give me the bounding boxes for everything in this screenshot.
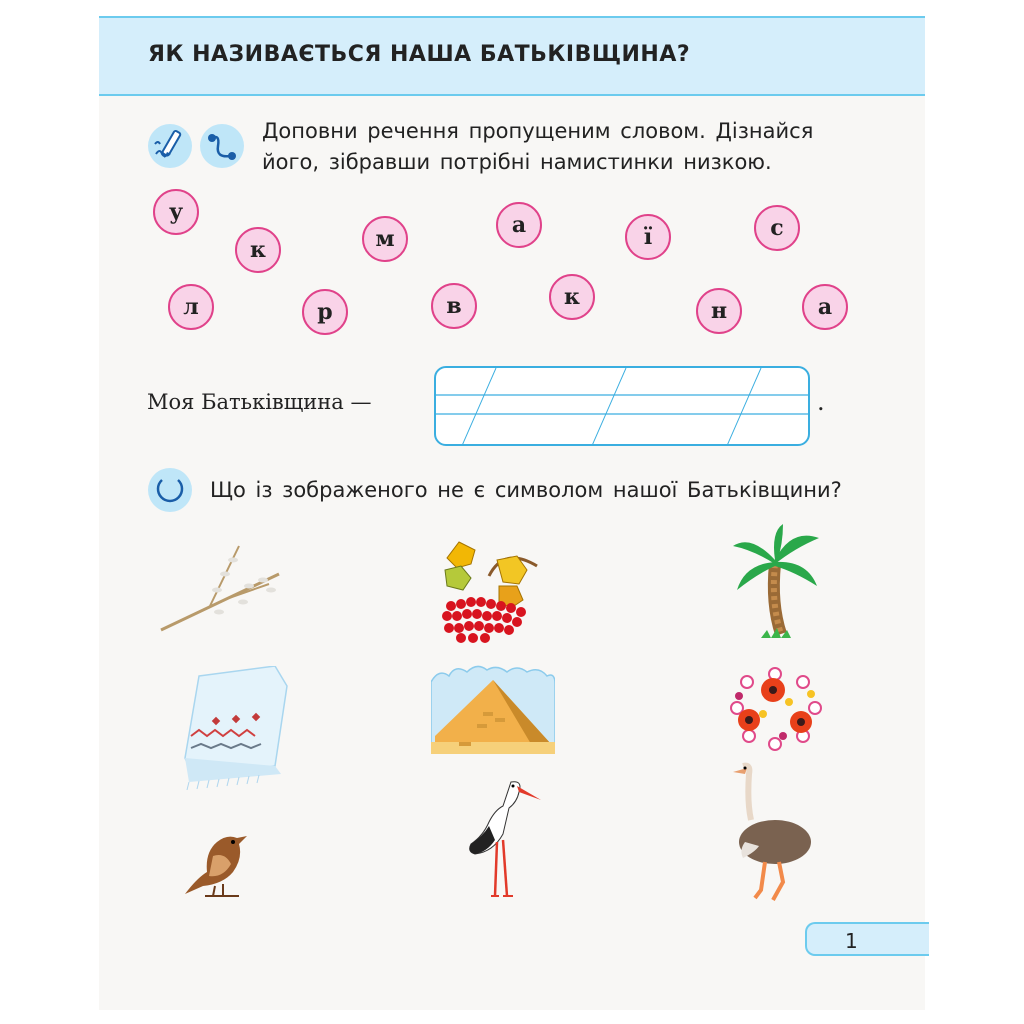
willow-branch-image[interactable] [159, 544, 284, 634]
bead-letter[interactable]: в [431, 283, 477, 329]
bead-letter[interactable]: н [696, 288, 742, 334]
sentence-label: Моя Батьківщина — [147, 390, 372, 414]
task2-question: Що із зображеного не є символом нашої Батьківщини? [210, 478, 842, 502]
ostrich-image[interactable] [725, 762, 817, 902]
bead-letter[interactable]: у [153, 189, 199, 235]
worksheet-page [99, 16, 925, 1010]
nightingale-image[interactable] [177, 822, 255, 900]
page-number: 1 [845, 929, 858, 953]
page-header [99, 16, 925, 96]
bead-letter[interactable]: к [235, 227, 281, 273]
bead-letter[interactable]: м [362, 216, 408, 262]
flower-wreath-image[interactable] [727, 664, 825, 752]
answer-field[interactable] [434, 366, 810, 446]
bead-letter[interactable]: л [168, 284, 214, 330]
task1-instruction-line1: Доповни речення пропущеним словом. Дізнайся [262, 119, 814, 143]
pencil-icon [148, 124, 192, 168]
task1-instruction-line2: його, зібравши потрібні намистинки низкою. [262, 150, 772, 174]
page-title: ЯК НАЗИВАЄТЬСЯ НАША БАТЬКІВЩИНА? [148, 42, 691, 67]
sentence-end: . [817, 388, 825, 416]
bead-letter[interactable]: а [802, 284, 848, 330]
bead-letter[interactable]: к [549, 274, 595, 320]
bead-letter[interactable]: с [754, 205, 800, 251]
circle-select-icon [148, 468, 192, 512]
viburnum-branch-image[interactable] [439, 536, 539, 644]
beads-string-icon [200, 124, 244, 168]
embroidered-towel-image[interactable] [183, 666, 293, 790]
pyramid-image[interactable] [431, 662, 555, 754]
bead-letter[interactable]: ї [625, 214, 671, 260]
page-number-tab [805, 922, 929, 956]
stork-image[interactable] [463, 778, 543, 902]
palm-tree-image[interactable] [731, 524, 823, 642]
bead-letter[interactable]: р [302, 289, 348, 335]
bead-letter[interactable]: а [496, 202, 542, 248]
